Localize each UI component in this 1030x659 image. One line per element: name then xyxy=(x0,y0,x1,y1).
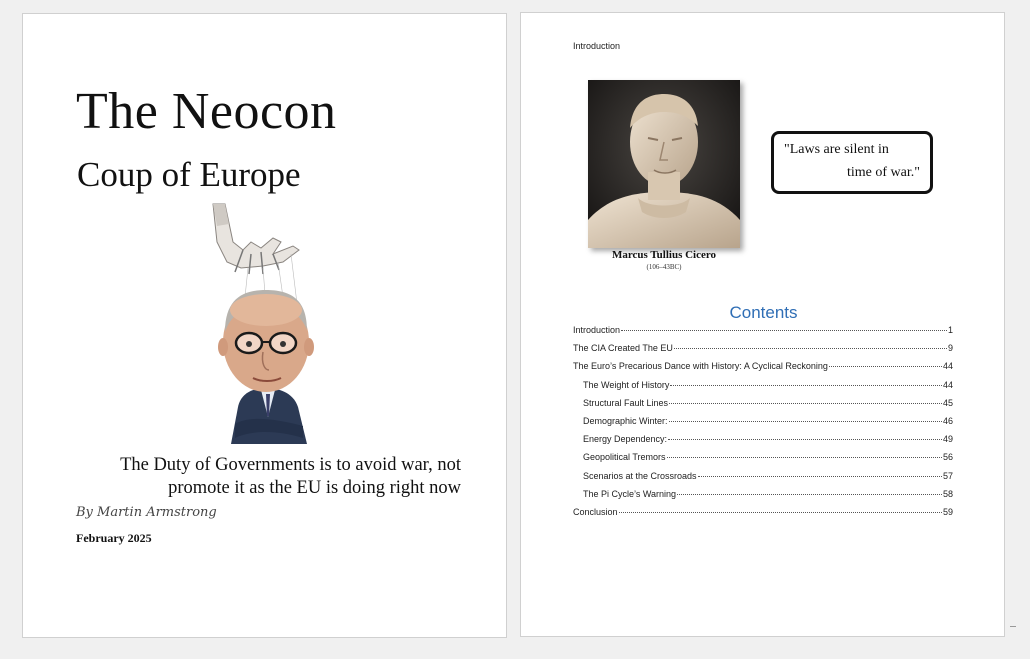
toc-leader-dots xyxy=(667,457,942,458)
toc-entry[interactable] xyxy=(573,452,953,470)
toc-entry-label: The Weight of History xyxy=(583,379,670,390)
toc-entry[interactable] xyxy=(573,380,953,398)
toc-entry-label: Conclusion xyxy=(573,506,618,517)
toc-entry[interactable] xyxy=(573,343,953,361)
toc-leader-dots xyxy=(619,512,942,513)
toc-leader-dots xyxy=(677,494,942,495)
quote-line-1: "Laws are silent in xyxy=(784,142,889,157)
quote-line-2: time of war." xyxy=(847,165,920,180)
puppet-hand-icon xyxy=(213,204,299,274)
toc-entry-page: 1 xyxy=(947,325,953,335)
resize-mark xyxy=(1010,626,1016,627)
cicero-bust-image xyxy=(588,80,740,248)
book-subtitle: Coup of Europe xyxy=(77,155,301,194)
toc-entry-label: Structural Fault Lines xyxy=(583,397,669,408)
book-title: The Neocon xyxy=(76,83,337,140)
toc-entry-page: 56 xyxy=(942,452,953,463)
introduction-page xyxy=(520,12,1005,637)
toc-leader-dots xyxy=(669,421,942,422)
toc-entry-page: 57 xyxy=(942,470,953,481)
caricature-figure-icon xyxy=(218,290,314,444)
toc-entry-label: Energy Dependency: xyxy=(583,434,668,445)
toc-leader-dots xyxy=(668,439,942,440)
puppet-caricature-illustration xyxy=(203,202,333,447)
toc-entry-label: The Euro’s Precarious Dance with History: A Cyclical Reckoning xyxy=(573,361,828,372)
cover-tagline xyxy=(81,454,461,500)
toc-leader-dots xyxy=(670,385,942,386)
toc-entry-label: Geopolitical Tremors xyxy=(583,452,666,463)
portrait-caption-dates: (106–43BC) xyxy=(646,263,682,271)
toc-entry[interactable] xyxy=(573,416,953,434)
toc-leader-dots xyxy=(674,348,947,349)
toc-entry[interactable] xyxy=(573,398,953,416)
contents-heading: Contents xyxy=(729,303,798,322)
table-of-contents xyxy=(573,325,953,525)
toc-entry[interactable] xyxy=(573,434,953,452)
tagline-line-2: promote it as the EU is doing right now xyxy=(168,478,461,498)
toc-entry-page: 58 xyxy=(942,488,953,499)
toc-entry[interactable] xyxy=(573,361,953,379)
running-header: Introduction xyxy=(573,41,621,51)
toc-entry-page: 9 xyxy=(947,343,953,354)
toc-entry-label: Demographic Winter: xyxy=(583,415,668,426)
toc-entry[interactable] xyxy=(573,507,953,525)
toc-leader-dots xyxy=(669,403,942,404)
portrait-caption-name: Marcus Tullius Cicero xyxy=(611,249,717,261)
toc-leader-dots xyxy=(829,366,942,367)
toc-entry-page: 49 xyxy=(942,434,953,445)
toc-leader-dots xyxy=(698,476,942,477)
quote-box xyxy=(771,131,933,194)
toc-entry-label: The Pi Cycle’s Warning xyxy=(583,488,677,499)
toc-entry[interactable] xyxy=(573,471,953,489)
toc-entry-label: Scenarios at the Crossroads xyxy=(583,470,697,481)
toc-entry-label: The CIA Created The EU xyxy=(573,343,673,354)
author-byline: By Martin Armstrong xyxy=(76,505,217,520)
toc-entry-page: 59 xyxy=(942,506,953,517)
toc-entry[interactable] xyxy=(573,489,953,507)
toc-entry-page: 44 xyxy=(942,379,953,390)
toc-entry-label: Introduction xyxy=(573,325,621,335)
cover-page xyxy=(22,13,507,638)
toc-entry[interactable] xyxy=(573,325,953,343)
toc-leader-dots xyxy=(621,330,947,331)
toc-entry-page: 46 xyxy=(942,415,953,426)
toc-entry-page: 44 xyxy=(942,361,953,372)
publication-date: February 2025 xyxy=(76,531,152,545)
toc-entry-page: 45 xyxy=(942,397,953,408)
tagline-line-1: The Duty of Governments is to avoid war, not xyxy=(120,455,461,475)
